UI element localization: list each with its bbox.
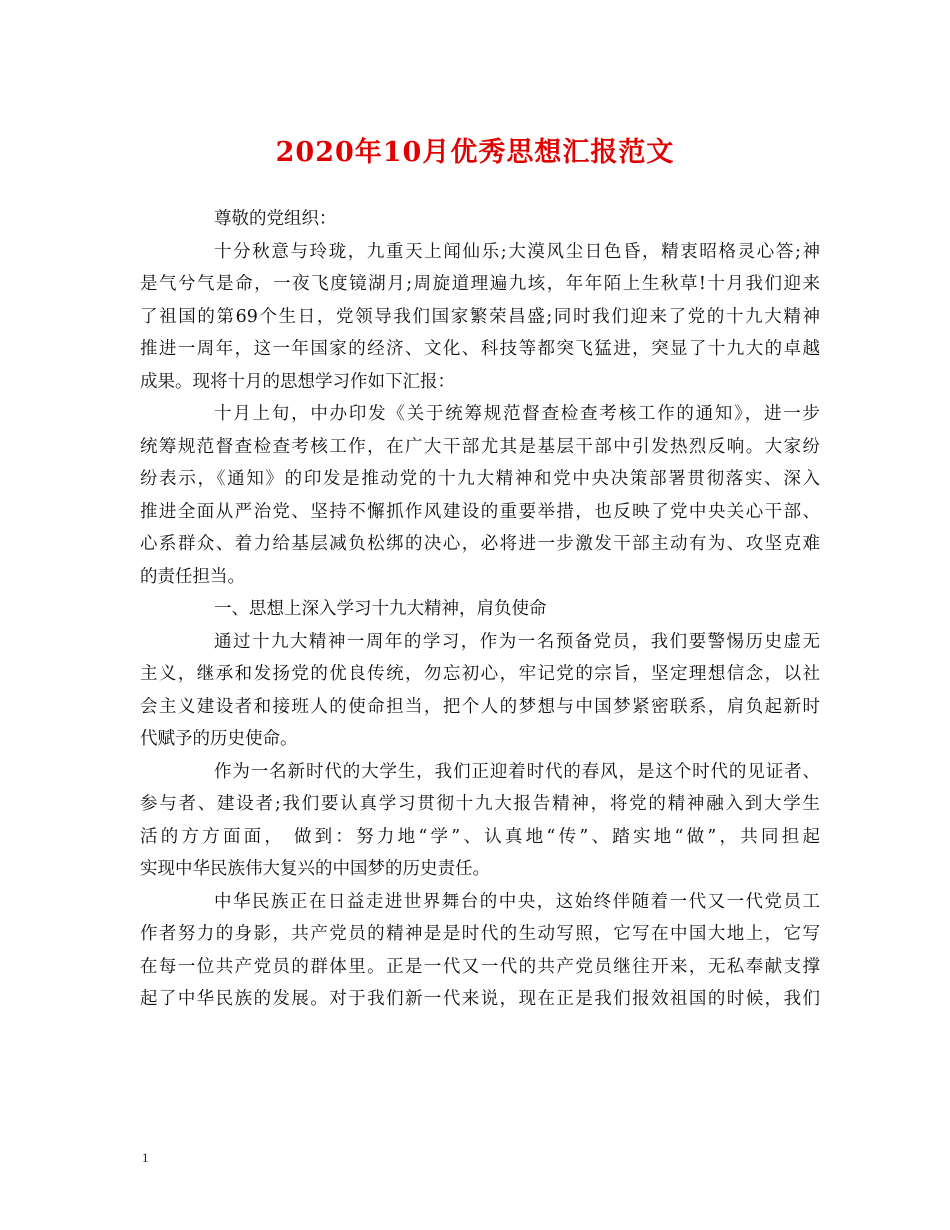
document-body [140,203,820,1016]
body-line: 成果。现将十月的思想学习作如下汇报： [140,371,455,392]
body-line: 代赋予的历史使命。 [140,729,298,749]
body-line: 起了中华民族的发展。对于我们新一代来说，现在正是我们报效祖国的时候，我们 [140,989,820,1009]
body-line: 通过十九大精神一周年的学习，作为一名预备党员，我们要警惕历史虚无 [214,631,820,652]
body-line: 推进一周年，这一年国家的经济、文化、科技等都突飞猛进，突显了十九大的卓越 [140,339,820,359]
body-line: 作为一名新时代的大学生，我们正迎着时代的春风，是这个时代的见证者、 [214,761,820,782]
body-line: 纷表示，《通知》的印发是推动党的十九大精神和党中央决策部署贯彻落实、深入 [140,469,820,489]
body-line: 十月上旬，中办印发《关于统筹规范督查检查考核工作的通知》，进一步 [214,404,820,424]
body-line: 统筹规范督查检查考核工作，在广大干部尤其是基层干部中引发热烈反响。大家纷 [140,436,820,457]
body-line: 作者努力的身影，共产党员的精神是是时代的生动写照，它写在中国大地上，它写 [140,924,820,944]
body-line: 活的方方面面， 做到：努力地“学”、认真地“传”、踏实地“做”，共同担起 [140,826,820,847]
body-line: 在每一位共产党员的群体里。正是一代又一代的共产党员继往开来，无私奉献支撑 [140,956,820,977]
body-line: 了祖国的第69个生日，党领导我们国家繁荣昌盛;同时我们迎来了党的十九大精神 [140,306,820,327]
body-line: 的责任担当。 [140,566,245,587]
body-line: 会主义建设者和接班人的使命担当，把个人的梦想与中国梦紧密联系，肩负起新时 [140,696,820,717]
body-line: 心系群众、着力给基层减负松绑的决心，必将进一步激发干部主动有为、攻坚克难 [140,534,820,554]
body-line: 一、思想上深入学习十九大精神，肩负使命 [214,599,547,619]
body-line: 主义，继承和发扬党的优良传统，勿忘初心，牢记党的宗旨，坚定理想信念，以社 [140,664,820,684]
body-line: 实现中华民族伟大复兴的中国梦的历史责任。 [140,859,490,879]
body-line: 十分秋意与玲珑，九重天上闻仙乐;大漠风尘日色昏，精衷昭格灵心答;神 [214,241,820,262]
body-line: 中华民族正在日益走进世界舞台的中央，这始终伴随着一代又一代党员工 [214,891,820,912]
body-line: 推进全面从严治党、坚持不懈抓作风建设的重要举措，也反映了党中央关心干部、 [140,501,820,522]
body-line: 是气兮气是命，一夜飞度镜湖月;周旋道理遍九垓，年年陌上生秋草!十月我们迎来 [140,274,820,294]
body-line: 尊敬的党组织： [214,209,337,229]
page-number: 1 [142,1150,149,1165]
body-line: 参与者、建设者;我们要认真学习贯彻十九大报告精神，将党的精神融入到大学生 [140,794,820,814]
document-title: 2020年10月优秀思想汇报范文 [275,137,675,168]
